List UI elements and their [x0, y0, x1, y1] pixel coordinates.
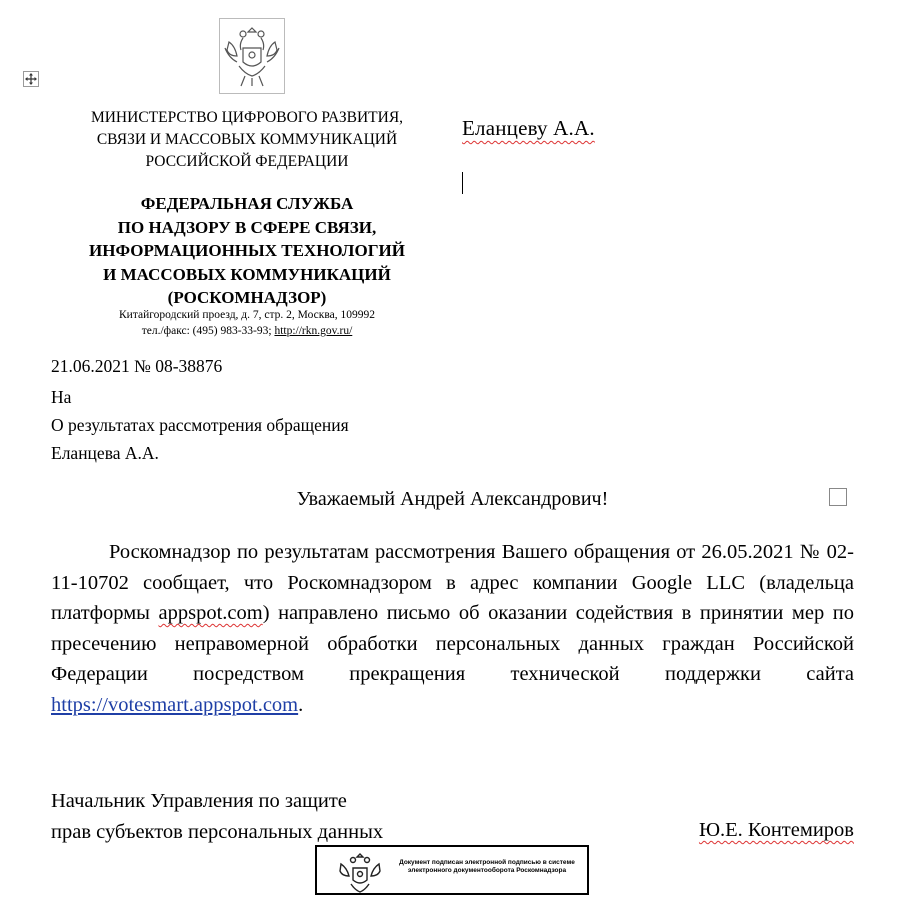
electronic-signature-stamp — [315, 845, 589, 895]
subject-line-1: О результатах рассмотрения обращения — [51, 415, 349, 435]
text-cursor — [462, 172, 463, 194]
date-number: 21.06.2021 № 08-38876 — [51, 356, 223, 376]
site-link[interactable]: https://votesmart.appspot.com — [51, 693, 299, 716]
subject-line-2: Еланцева А.А. — [51, 443, 159, 463]
platform-name: appspot.com — [158, 602, 263, 624]
body-text-2: ) направлено письмо об оказании содействия в принятии мер по пресечению неправомерной обработки персональных данных граждан Российской Федерации посредством прекращения технической поддержки сайта — [51, 602, 854, 685]
coat-of-arms-icon — [219, 18, 285, 94]
table-move-handle-icon[interactable] — [23, 71, 39, 87]
contact-block — [40, 307, 454, 339]
phone: тел./факс: (495) 983-33-93; — [141, 325, 272, 337]
body-paragraph — [51, 537, 854, 720]
body-text-1: Роскомнадзор по результатам рассмотрения Вашего обращения от 26.05.2021 № 02-11-10702 сообщает, что Роскомнадзором в адрес компании Google LLC (владельца платформы — [51, 541, 854, 624]
phone-website-line — [40, 323, 454, 339]
stamp-text: Документ подписан электронной подписью в системе электронного документооборота Роскомнадзора — [399, 859, 575, 874]
signatory-position: Начальник Управления по защите прав субъектов персональных данных — [51, 790, 384, 843]
to-label: На — [51, 387, 72, 407]
signatory-name: Ю.Е. Контемиров — [698, 819, 854, 841]
service-name: ФЕДЕРАЛЬНАЯ СЛУЖБА ПО НАДЗОРУ В СФЕРЕ СВЯЗИ, ИНФОРМАЦИОННЫХ ТЕХНОЛОГИЙ И МАССОВЫХ КОММУНИКАЦИЙ (РОСКОМНАДЗОР) — [89, 194, 405, 307]
website-link[interactable]: http://rkn.gov.ru/ — [274, 325, 353, 337]
recipient-name: Еланцеву А.А. — [462, 116, 595, 140]
body-text-3: . — [298, 693, 304, 716]
checkbox[interactable] — [829, 488, 847, 506]
greeting: Уважаемый Андрей Александрович! — [296, 488, 609, 510]
ministry-name: МИНИСТЕРСТВО ЦИФРОВОГО РАЗВИТИЯ, СВЯЗИ И МАССОВЫХ КОММУНИКАЦИЙ РОССИЙСКОЙ ФЕДЕРАЦИИ — [90, 109, 404, 170]
stamp-emblem-icon — [337, 850, 383, 894]
postal-address: Китайгородский проезд, д. 7, стр. 2, Москва, 109992 — [119, 309, 375, 321]
